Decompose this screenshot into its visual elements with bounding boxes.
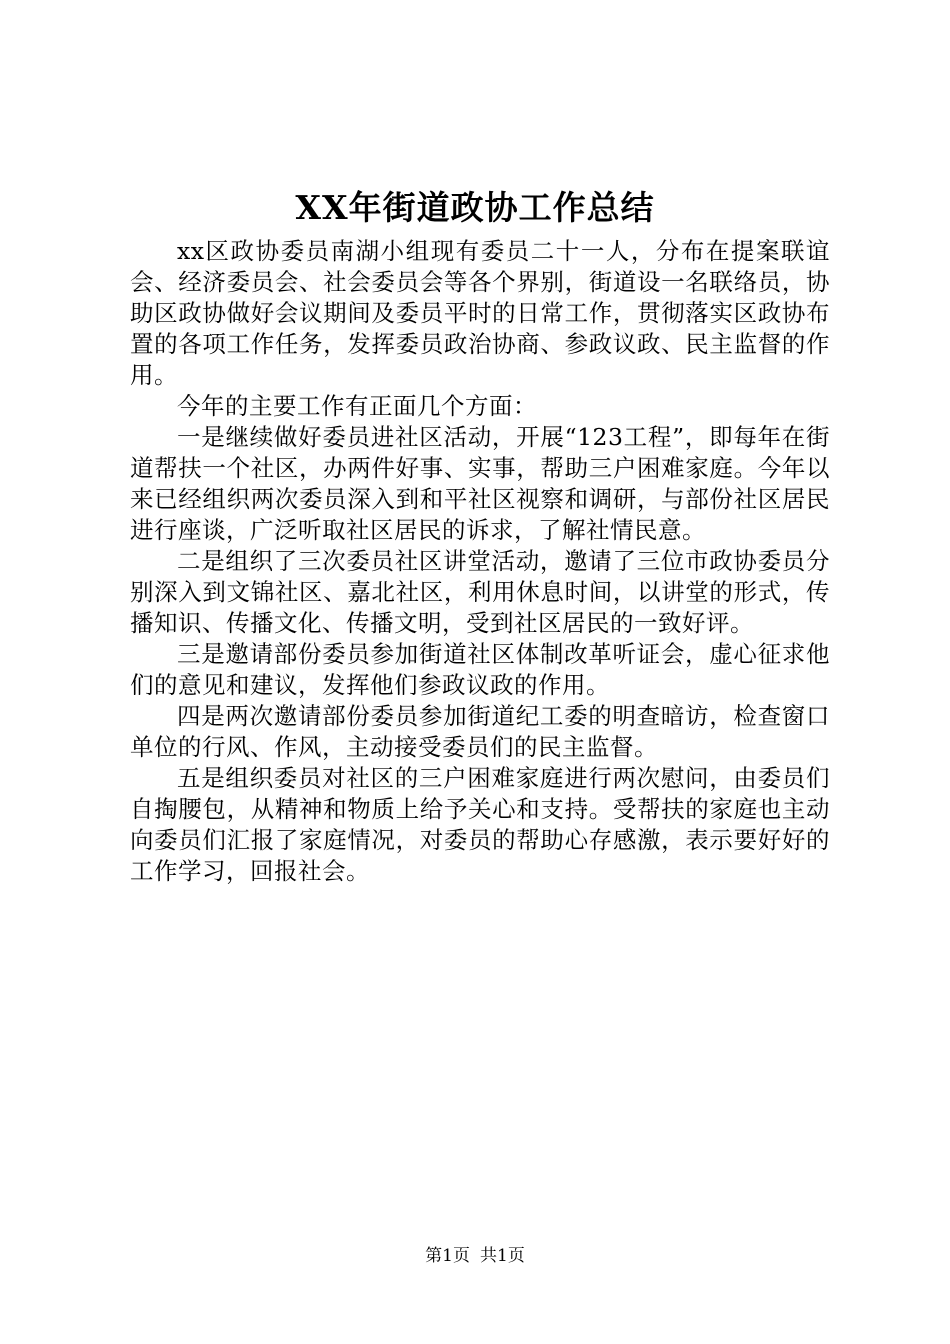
page-footer <box>0 1244 950 1268</box>
paragraph-main-work: 今年的主要工作有正面几个方面： <box>177 392 537 420</box>
paragraph-item-2: 二是组织了三次委员社区讲堂活动，邀请了三位市政协委员分别深入到文锦社区、嘉北社区，利用休息时间，以讲堂的形式，传播知识、传播文化、传播文明，受到社区居民的一致好评。 <box>130 547 830 637</box>
paragraph-item-3: 三是邀请部份委员参加街道社区体制改革听证会，虚心征求他们的意见和建议，发挥他们参政议政的作用。 <box>130 640 830 699</box>
paragraph-intro: xx区政协委员南湖小组现有委员二十一人，分布在提案联谊会、经济委员会、社会委员会等各个界别，街道设一名联络员，协助区政协做好会议期间及委员平时的日常工作，贯彻落实区政协布置的各项工作任务，发挥委员政治协商、参政议政、民主监督的作用。 <box>130 237 830 389</box>
paragraph-item-5: 五是组织委员对社区的三户困难家庭进行两次慰问，由委员们自掏腰包，从精神和物质上给予关心和支持。受帮扶的家庭也主动向委员们汇报了家庭情况，对委员的帮助心存感激，表示要好好的工作学习，回报社会。 <box>130 764 830 885</box>
page-number-current: 第1页 <box>425 1246 470 1266</box>
document-title: XX年街道政协工作总结 <box>295 188 655 227</box>
page-number-total: 共1页 <box>480 1246 525 1266</box>
document-body <box>130 236 830 887</box>
paragraph-item-1: 一是继续做好委员进社区活动，开展“123工程”，即每年在街道帮扶一个社区，办两件好事、实事，帮助三户困难家庭。今年以来已经组织两次委员深入到和平社区视察和调研，与部份社区居民进行座谈，广泛听取社区居民的诉求，了解社情民意。 <box>130 423 830 544</box>
paragraph-item-4: 四是两次邀请部份委员参加街道纪工委的明查暗访，检查窗口单位的行风、作风，主动接受委员们的民主监督。 <box>130 702 830 761</box>
